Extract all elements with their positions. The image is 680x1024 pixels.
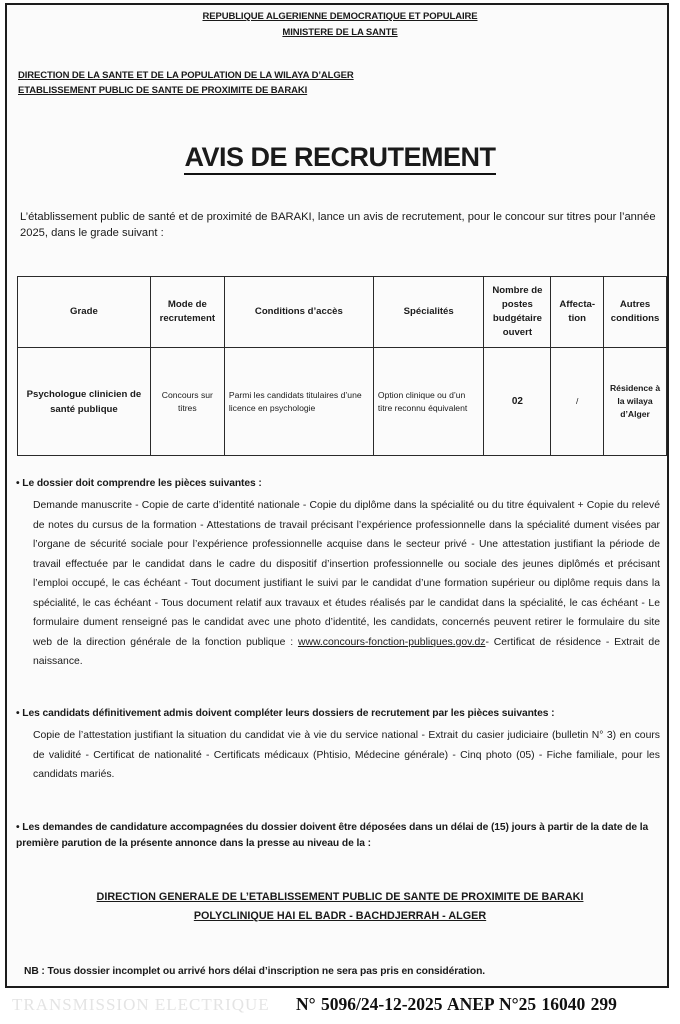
recruitment-table [17, 276, 667, 456]
intro-paragraph: L’établissement public de santé et de proximité de BARAKI, lance un avis de recrutement, pour le concour sur titres pour l’année 2025, dans le grade suivant : [20, 211, 656, 239]
deposit-paragraph: • Les demandes de candidature accompagnées du dossier doivent être déposées dans un délai de (15) jours à partir de la date de la première parution de la présente annonce dans la presse au niveau de la : [16, 822, 649, 849]
publication-reference: N° 5096/24-12-2025 ANEP N°25 16040 299 [296, 994, 617, 1014]
col-header-specialites: Spécialités [373, 277, 484, 348]
cell-specialites: Option clinique ou d’un titre reconnu équivalent [373, 348, 484, 456]
col-header-conditions: Conditions d’accès [224, 277, 373, 348]
cell-autres: Résidence à la wilaya d’Alger [604, 348, 667, 456]
col-header-grade: Grade [18, 277, 151, 348]
page-title: AVIS DE RECRUTEMENT [0, 142, 680, 173]
cell-mode: Concours sur titres [150, 348, 224, 456]
address-line-1: DIRECTION GENERALE DE L’ETABLISSEMENT PUBLIC DE SANTE DE PROXIMITE DE BARAKI [96, 891, 584, 903]
col-header-mode: Mode de recrutement [150, 277, 224, 348]
cell-conditions: Parmi les candidats titulaires d’une licence en psychologie [224, 348, 373, 456]
cell-affectation: / [551, 348, 604, 456]
nb-note: NB : Tous dossier incomplet ou arrivé hors délai d’inscription ne sera pas pris en considération. [24, 966, 486, 977]
col-header-affectation: Affecta-tion [551, 277, 604, 348]
header-direction: DIRECTION DE LA SANTE ET DE LA POPULATION DE LA WILAYA D’ALGER [18, 70, 354, 81]
col-header-postes: Nombre de postes budgétaire ouvert [484, 277, 551, 348]
admis-paragraph: Copie de l’attestation justifiant la situation du candidat vie à vie du service national - Extrait du casier judiciaire (bulletin N° 3) en cours de validité - Certificat de nationalité - Certificats médicaux (Phtisio, Médecine générale) - Cinq photo (05) - Fiche familiale, pour les candidats mariés. [33, 730, 660, 780]
address-line-2: POLYCLINIQUE HAI EL BADR - BACHDJERRAH - ALGER [193, 910, 487, 922]
col-header-autres: Autres conditions [604, 277, 667, 348]
header-country: REPUBLIQUE ALGERIENNE DEMOCRATIQUE ET POPULAIRE [202, 11, 478, 22]
cell-postes: 02 [484, 348, 551, 456]
header-establishment: ETABLISSEMENT PUBLIC DE SANTE DE PROXIMITE DE BARAKI [18, 85, 308, 96]
table-row [18, 348, 667, 456]
dossier-paragraph: Demande manuscrite - Copie de carte d’identité nationale - Copie du diplôme dans la spécialité ou du titre équivalent + Copie du relevé de notes du cursus de la formation - Attestations de travail précisant l’expérience professionnelle dans la spécialité dument visées par l’organe de sécurité sociale pour l’expérience professionnelle acquise dans le secteur privé - Une attestation justifiant la période de travail effectuée par le candidat dans le cadre du dispositif d’insertion professionnelle ou sociale des jeunes diplômés et précisant l’emploi occupé, le cas échéant - Tout document justifiant le suivi par le candidat d’une formation supérieur ou diplôme requis dans la spécialité, le cas échéant - Tous document relatif aux travaux et études réalisés par le candidat dans la spécialité, le cas échéant - Le formulaire dument renseigné pas le candidat avec une photo d’identité, les candidats, concernés peuvent retirer le formulaire du site web de la direction générale de la fonction publique : www.concours-fonction-publiques.gov.dz- Certificat de résidence - Extrait de naissance. [33, 500, 660, 667]
dossier-heading: • Le dossier doit comprendre les pièces suivantes : [16, 478, 262, 489]
watermark-text: TRANSMISSION ELECTRIQUE [12, 995, 270, 1014]
table-header-row [18, 277, 667, 348]
fonction-publique-link[interactable]: www.concours-fonction-publiques.gov.dz [297, 636, 486, 648]
header-ministry: MINISTERE DE LA SANTE [282, 27, 398, 38]
admis-heading: • Les candidats définitivement admis doivent compléter leurs dossiers de recrutement par les pièces suivantes : [16, 708, 555, 719]
cell-grade: Psychologue clinicien de santé publique [18, 348, 151, 456]
